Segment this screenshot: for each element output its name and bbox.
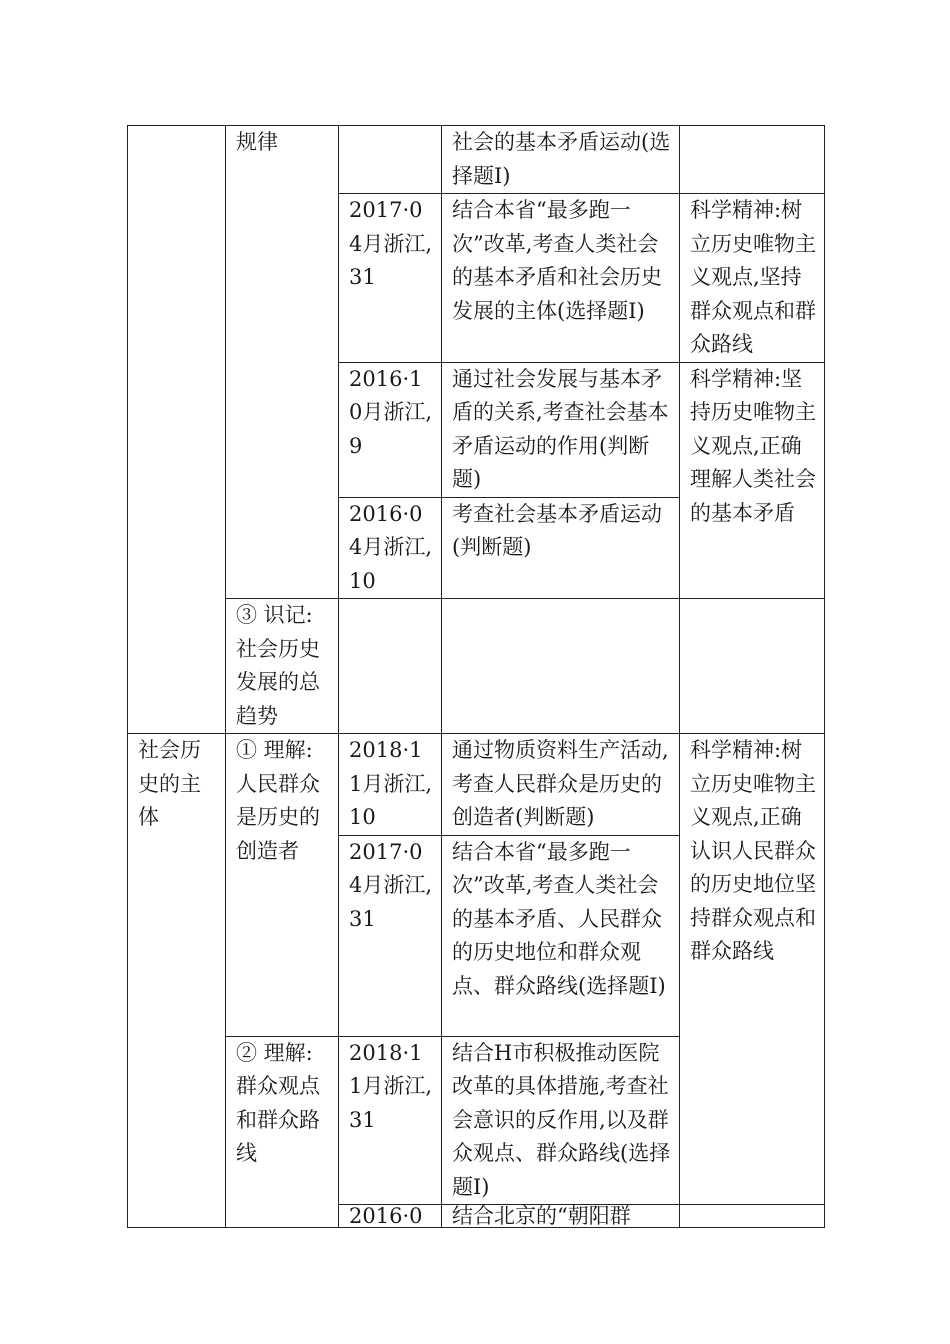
exam-cell (339, 362, 442, 497)
competency-text: 科学精神:树立历史唯物主义观点,坚持群众观点和群众路线 (690, 198, 816, 356)
exam-text: 2018·11月浙江,10 (349, 738, 433, 829)
table-row (128, 126, 825, 194)
exam-cell (339, 734, 442, 836)
description-text: 结合H市积极推动医院改革的具体措施,考查社会意识的反作用,以及群众观点、群众路线(选择题Ⅰ) (452, 1040, 671, 1199)
description-cell (442, 497, 680, 599)
knowledge-cell (226, 599, 339, 734)
knowledge-text: ② 理解:群众观点和群众路线 (236, 1040, 320, 1165)
knowledge-text: ① 理解:人民群众是历史的创造者 (236, 738, 320, 863)
competency-cell (680, 734, 825, 1205)
exam-cell (339, 1205, 442, 1228)
exam-cell (339, 194, 442, 363)
competency-text: 科学精神:坚持历史唯物主义观点,正确理解人类社会的基本矛盾 (690, 366, 816, 525)
competency-cell (680, 194, 825, 363)
topic-cell (128, 734, 226, 1228)
competency-text: 科学精神:树立历史唯物主义观点,正确认识人民群众的历史地位坚持群众观点和群众路线 (690, 738, 816, 963)
exam-cell (339, 126, 442, 194)
description-text: 结合本省“最多跑一次”改革,考查人类社会的基本矛盾、人民群众的历史地位和群众观点、群众路线(选择题Ⅰ) (452, 839, 666, 998)
table-row (128, 734, 825, 836)
knowledge-text: 规律 (236, 130, 278, 154)
description-text: 结合北京的“朝阳群 (452, 1204, 631, 1228)
description-cell (442, 1205, 680, 1228)
description-text: 通过物质资料生产活动,考查人民群众是历史的创造者(判断题) (452, 738, 669, 829)
competency-cell (680, 126, 825, 194)
exam-cell (339, 1036, 442, 1205)
description-text: 结合本省“最多跑一次”改革,考查人类社会的基本矛盾和社会历史发展的主体(选择题Ⅰ) (452, 198, 662, 323)
description-cell (442, 835, 680, 1036)
exam-cell (339, 599, 442, 734)
competency-cell (680, 362, 825, 599)
description-cell (442, 734, 680, 836)
table-row (128, 599, 825, 734)
knowledge-text: ③ 识记:社会历史发展的总趋势 (236, 603, 320, 728)
description-cell (442, 1036, 680, 1205)
description-cell (442, 194, 680, 363)
competency-cell (680, 599, 825, 734)
exam-text: 2017·04月浙江,31 (349, 198, 433, 289)
exam-text: 2018·11月浙江,31 (349, 1040, 433, 1132)
exam-text: 2016·0 (349, 1204, 423, 1228)
description-cell (442, 362, 680, 497)
exam-analysis-table (127, 125, 825, 1228)
competency-cell (680, 1205, 825, 1228)
topic-text: 社会历史的主体 (138, 738, 201, 829)
knowledge-cell (226, 126, 339, 599)
knowledge-cell (226, 1036, 339, 1228)
exam-cell (339, 835, 442, 1036)
knowledge-cell (226, 734, 339, 1037)
exam-cell (339, 497, 442, 599)
description-text: 通过社会发展与基本矛盾的关系,考查社会基本矛盾运动的作用(判断题) (452, 366, 669, 491)
topic-cell-empty (128, 126, 226, 734)
description-text: 考查社会基本矛盾运动(判断题) (452, 501, 662, 559)
description-cell (442, 599, 680, 734)
description-cell (442, 126, 680, 194)
description-text: 社会的基本矛盾运动(选择题Ⅰ) (452, 130, 671, 188)
exam-text: 2016·04月浙江,10 (349, 501, 433, 593)
exam-text: 2016·10月浙江,9 (349, 366, 433, 458)
exam-text: 2017·04月浙江,31 (349, 839, 433, 931)
